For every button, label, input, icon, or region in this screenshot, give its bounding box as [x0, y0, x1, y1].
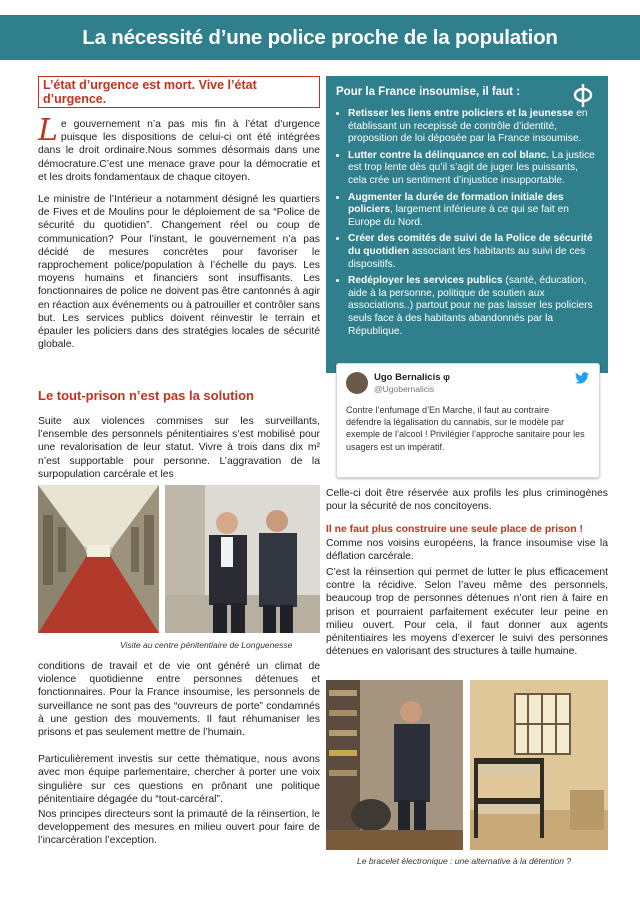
tweet-author-name: Ugo Bernalicis φ	[374, 372, 450, 383]
emphasis-no-new-places: Il ne faut plus construire une seule place de prison !	[326, 524, 583, 536]
proposals-panel	[326, 76, 608, 373]
bracelet-demo-photo	[326, 680, 463, 850]
phi-logo-icon	[572, 82, 594, 108]
paragraph-conditions: conditions de travail et de vie ont généré un climat de violence quotidienne entre personnes détenues et fonctionnaires. Pour la France insoumise, les personnels de surveillance ne sont pas des “ouvreurs de porte” condamnés à une gestion des mouvements. Il faut réhumaniser les prisons et pas seulement mettre de l’humain.	[38, 661, 320, 739]
section-title-etat-urgence: L’état d’urgence est mort. Vive l’état d’urgence.	[38, 76, 320, 108]
paragraph-deflation-text: Comme nos voisins européens, la france insoumise vise la déflation carcérale.	[326, 537, 608, 562]
panel-heading: Pour la France insoumise, il faut :	[336, 86, 521, 98]
section-title-tout-prison: Le tout-prison n’est pas la solution	[38, 388, 254, 403]
page-title: La nécessité d’une police proche de la population	[82, 26, 558, 49]
prison-visit-photo	[165, 485, 320, 633]
dropcap-letter: L	[38, 113, 58, 148]
avatar	[346, 372, 368, 394]
proposals-list	[326, 108, 598, 338]
proposal-item: • Lutter contre la délinquance en col blanc. La justice est trop lente dès qu’il s’agit de juger les puissants, cela crée un sentiment d’injustice insupportable.	[348, 150, 598, 188]
prison-cell-photo	[470, 680, 608, 850]
paragraph-criminogenes: Celle-ci doit être réservée aux profils les plus criminogènes pour la sécurité de nos concitoyens.	[326, 488, 608, 513]
tweet-card	[336, 363, 600, 478]
paragraph-violences: Suite aux violences commises sur les surveillants, l’ensemble des personnels pénitentiaires s’est mobilisé pour une revalorisation de leur statut. Vivre à trois dans dix m² n’est supportable pour personne. L’aggravation de la surpopulation carcérale et les	[38, 416, 320, 480]
caption-bracelet: Le bracelet électronique : une alternative à la détention ?	[357, 856, 572, 866]
proposal-item: • Retisser les liens entre policiers et la jeunesse en établissant un recepissé de contrôle d’identité, proposition de loi déposée par la France insoumise.	[348, 108, 598, 146]
tweet-author-handle: @Ugobernalicis	[374, 384, 435, 394]
paragraph-reinsertion: C’est la réinsertion qui permet de lutter le plus efficacement contre la récidive. Selon l’aveu même des personnels, beaucoup trop de personnes détenues n’ont rien à faire en prison et pourraient parfaitement exécuter leur peine en milieu ouvert. Pour cela, il faut donner aux agents pénitentiaires les moyens d’exercer le suivi des personnes détenues en valorisant des structures à taille humaine.	[326, 567, 608, 658]
title-banner	[0, 15, 640, 60]
paragraph-police-quotidien: Le ministre de l’Intérieur a notamment désigné les quartiers de Fives et de Moulins pour le déploiement de sa “Police de sécurité du quotidien”. Changement réel ou coup de communication? Pour l’instant, le gouvernement n’a pas décidé de mesures concrètes pour favoriser le rapprochement police/population à l’échelle du pays. Les moyens humains et financiers sont insuffisants. Les fonctionnaires de police ne doivent pas être cantonnés à agir en réaction aux événements ou à patrouiller et contrôler sans but. Les services publics doivent réinvestir le terrain et épauler les policiers dans des stratégies locales de sécurité globale.	[38, 194, 320, 351]
twitter-bird-icon	[575, 372, 589, 384]
proposal-item: • Créer des comités de suivi de la Police de sécurité du quotidien associant les habitants au suivi de ces dispositifs.	[348, 233, 598, 271]
paragraph-investis: Particulièrement investis sur cette thématique, nous avons avec mon équipe parlementaire, chercher à porter une voix singulière sur ces questions en prônant une politique pénitentiaire dégagée du “tout-carcéral”.	[38, 754, 320, 805]
section-tout-prison	[38, 388, 320, 490]
proposal-item: • Augmenter la durée de formation initiale des policiers, largement inférieure à ce qui se fait en Europe du Nord.	[348, 192, 598, 230]
prison-corridor-photo	[38, 485, 159, 633]
tweet-text: Contre l’enfumage d’En Marche, il faut au contraire défendre la légalisation du cannabis, sur le modèle par exemple de l’alcool ! Privilégier l’approche sanitaire pour les usagers est un impératif.	[346, 405, 585, 452]
paragraph-deflation	[326, 523, 608, 563]
proposal-item: • Redéployer les services publics (santé, éducation, aide à la personne, politique de soutien aux associations..) partout pour ne pas laisser les policiers seuls face à des habitants abandonnés par la République.	[348, 275, 598, 338]
paragraph-principes: Nos principes directeurs sont la primauté de la réinsertion, le developpement des mesures en milieu ouvert pour faire de l’incarcération l’exception.	[38, 809, 320, 847]
section-tout-prison-continued	[38, 660, 320, 857]
paragraph-intro-text: e gouvernement n’a pas mis fin à l’état d’urgence puisque les dispositions de celui-ci ont été intégrées dans le droit ordinaire.Nous sommes désormais dans une démocrature.C’est une menace grave pour la démocratie et et les droits fondamentaux de chaque citoyen.	[38, 119, 320, 183]
paragraph-intro	[38, 113, 320, 184]
section-etat-urgence	[38, 76, 320, 360]
caption-longuenesse: Visite au centre pénitentiaire de Longuenesse	[120, 640, 293, 650]
section-deflation	[326, 487, 608, 667]
